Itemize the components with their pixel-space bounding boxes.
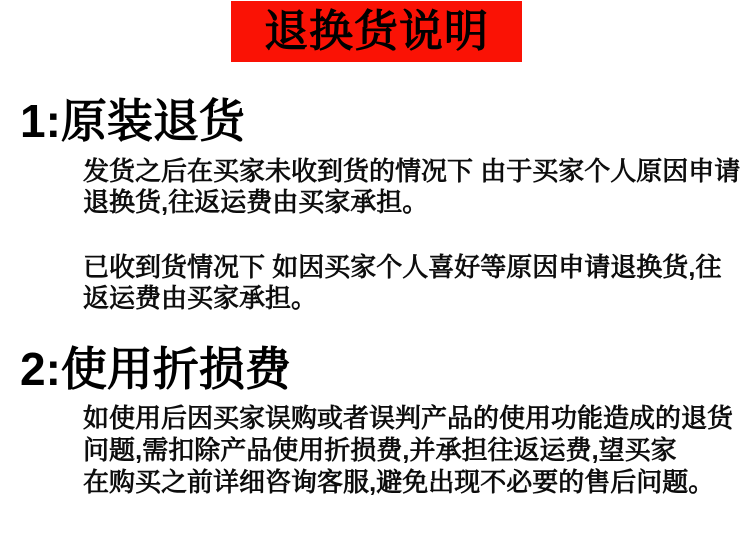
page-title: 退换货说明 — [264, 6, 489, 56]
section-2-paragraph-1 — [83, 402, 733, 498]
paragraph-line: 在购买之前详细咨询客服,避免出现不必要的售后问题。 — [83, 467, 715, 497]
paragraph-line: 问题,需扣除产品使用折损费,并承担往返运费,望买家 — [83, 435, 677, 465]
paragraph-line: 如使用后因买家误购或者误判产品的使用功能造成的退货 — [83, 403, 734, 433]
paragraph-line: 返运费由买家承担。 — [83, 283, 318, 313]
paragraph-line: 退换货,往返运费由买家承担。 — [83, 187, 429, 217]
section-2-heading: 2:使用折损费 — [20, 343, 291, 395]
section-1-paragraph-2 — [83, 252, 721, 314]
paragraph-line: 已收到货情况下 如因买家个人喜好等原因申请退换货,往 — [83, 252, 722, 282]
section-1-heading: 1:原装退货 — [20, 95, 245, 147]
section-1-paragraph-1 — [83, 156, 740, 218]
title-banner — [231, 1, 522, 62]
paragraph-line: 发货之后在买家未收到货的情况下 由于买家个人原因申请 — [83, 156, 741, 186]
